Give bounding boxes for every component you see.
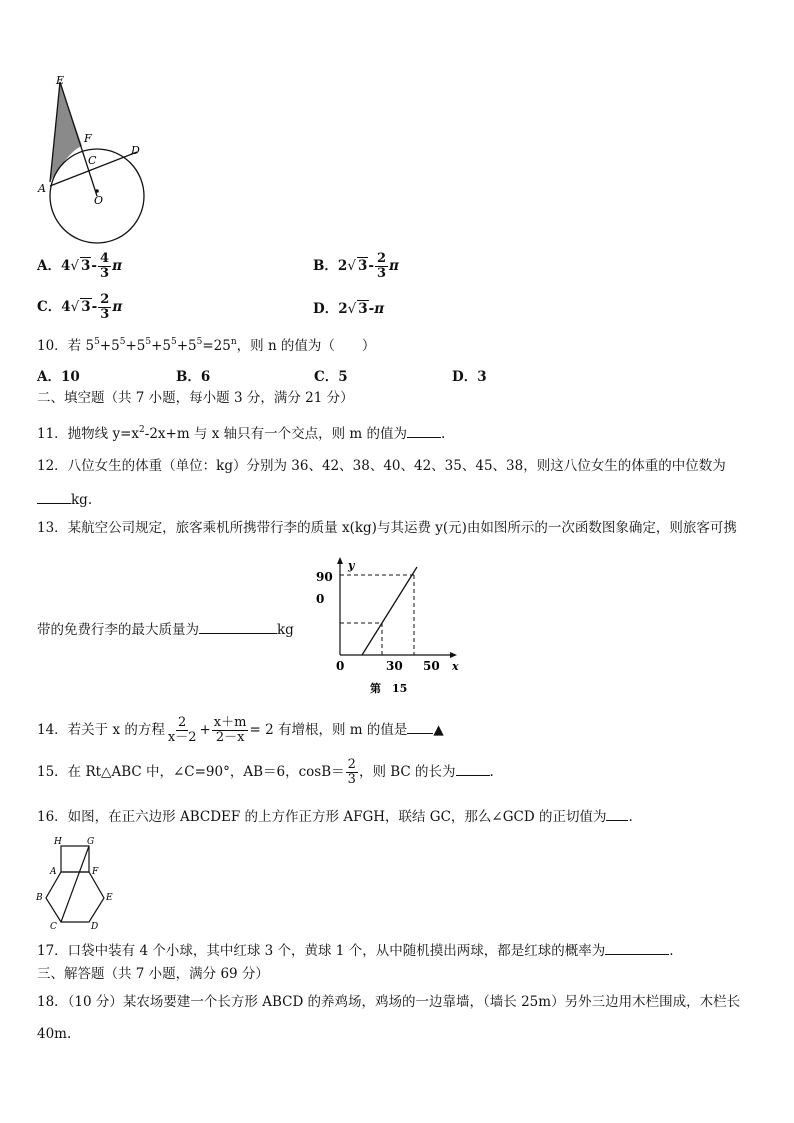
label-f: F [92, 867, 99, 877]
hexagon-square-figure [32, 832, 122, 932]
linear-function-graph [310, 555, 470, 700]
label-b: B [36, 893, 43, 903]
y-tick-90: 90 [316, 570, 333, 584]
label-o: O [94, 194, 104, 207]
graph-line [362, 567, 417, 655]
q9-option-c[interactable]: C．4√ 3- $\frac{2}{3}$ π [37, 292, 123, 322]
x-tick-50: 50 [423, 659, 440, 673]
label-h: H [54, 837, 62, 847]
label-d: D [131, 144, 140, 157]
x-tick-30: 30 [386, 659, 403, 673]
label-d: D [91, 922, 99, 932]
question-15: 15．在 Rt△ABC 中，∠C=90°，AB＝6，cosB＝ $\frac{2}{3}$ ，则 BC 的长为 . [37, 757, 494, 787]
section-3-heading: 三、解答题（共 7 小题，满分 69 分） [37, 966, 269, 982]
origin-label: 0 [336, 659, 345, 673]
label-e: E [106, 893, 113, 903]
graph-caption: 第 15 [370, 682, 408, 695]
question-13-line1: 13．某航空公司规定，旅客乘机所携带行李的质量 x(kg)与其运费 y(元)由如图所示的一次函数图象确定，则旅客可携 [37, 520, 737, 536]
y-axis-label: y [348, 559, 355, 572]
question-13-line2: 带的免费行李的最大质量为 kg [37, 619, 294, 639]
x-axis-label: x [452, 660, 459, 673]
question-12-line1: 12．八位女生的体重（单位：kg）分别为 36、42、38、40、42、35、45、38，则这八位女生的体重的中位数为 [37, 458, 726, 474]
answer-blank[interactable] [456, 761, 490, 776]
label-f: F [84, 132, 92, 145]
question-14: 14．若关于 x 的方程 $\frac{2}{x-2}$ + $\frac{x+m}{2-x}$ = 2 有增根，则 m 的值是 ▲ [37, 715, 444, 745]
y-tick-0: 0 [316, 592, 325, 606]
q9-option-d[interactable]: D．2√ 3-π [313, 301, 385, 317]
label-a: A [38, 182, 46, 195]
answer-blank[interactable] [606, 806, 628, 821]
circle-tangent-figure [30, 70, 160, 250]
question-17: 17．口袋中装有 4 个小球，其中红球 3 个，黄球 1 个，从中随机摸出两球，都是红球的概率为 . [37, 940, 674, 960]
q9-option-a[interactable]: A．4√ 3- $\frac{4}{3}$ π [37, 251, 122, 281]
label-c: C [50, 922, 57, 932]
label-g: G [87, 837, 95, 847]
question-10: 10．若 $5^5+5^5+5^5+5^5+5^5=25^n$，则 n 的值为（ ） [37, 337, 376, 354]
q10-option-c[interactable]: C．5 [314, 369, 348, 385]
question-11: 11．抛物线 $y=x^2-2x+m$ 与 x 轴只有一个交点，则 m 的值为 . [37, 425, 446, 442]
question-12-line2: kg. [37, 489, 92, 509]
answer-blank[interactable] [605, 940, 669, 955]
answer-blank[interactable] [407, 423, 441, 438]
q10-option-a[interactable]: A．10 [37, 369, 80, 385]
label-a: A [50, 867, 57, 877]
answer-blank[interactable] [407, 719, 433, 734]
question-16: 16．如图，在正六边形 ABCDEF 的上方作正方形 AFGH，联结 GC，那么∠GCD 的正切值为 . [37, 806, 633, 826]
section-2-heading: 二、填空题（共 7 小题，每小题 3 分，满分 21 分） [37, 390, 354, 406]
label-e: E [56, 74, 65, 87]
answer-blank[interactable] [37, 489, 71, 504]
label-c: C [88, 154, 97, 167]
q9-option-b[interactable]: B．2√ 3- $\frac{2}{3}$ π [313, 251, 399, 281]
question-18-line2: 40m. [37, 1026, 72, 1042]
q10-option-b[interactable]: B．6 [176, 369, 211, 385]
answer-blank[interactable] [199, 619, 277, 634]
question-18-line1: 18．（10 分）某农场要建一个长方形 ABCD 的养鸡场，鸡场的一边靠墙，（墙长 25m）另外三边用木栏围成，木栏长 [37, 994, 741, 1010]
q10-option-d[interactable]: D．3 [452, 369, 487, 385]
